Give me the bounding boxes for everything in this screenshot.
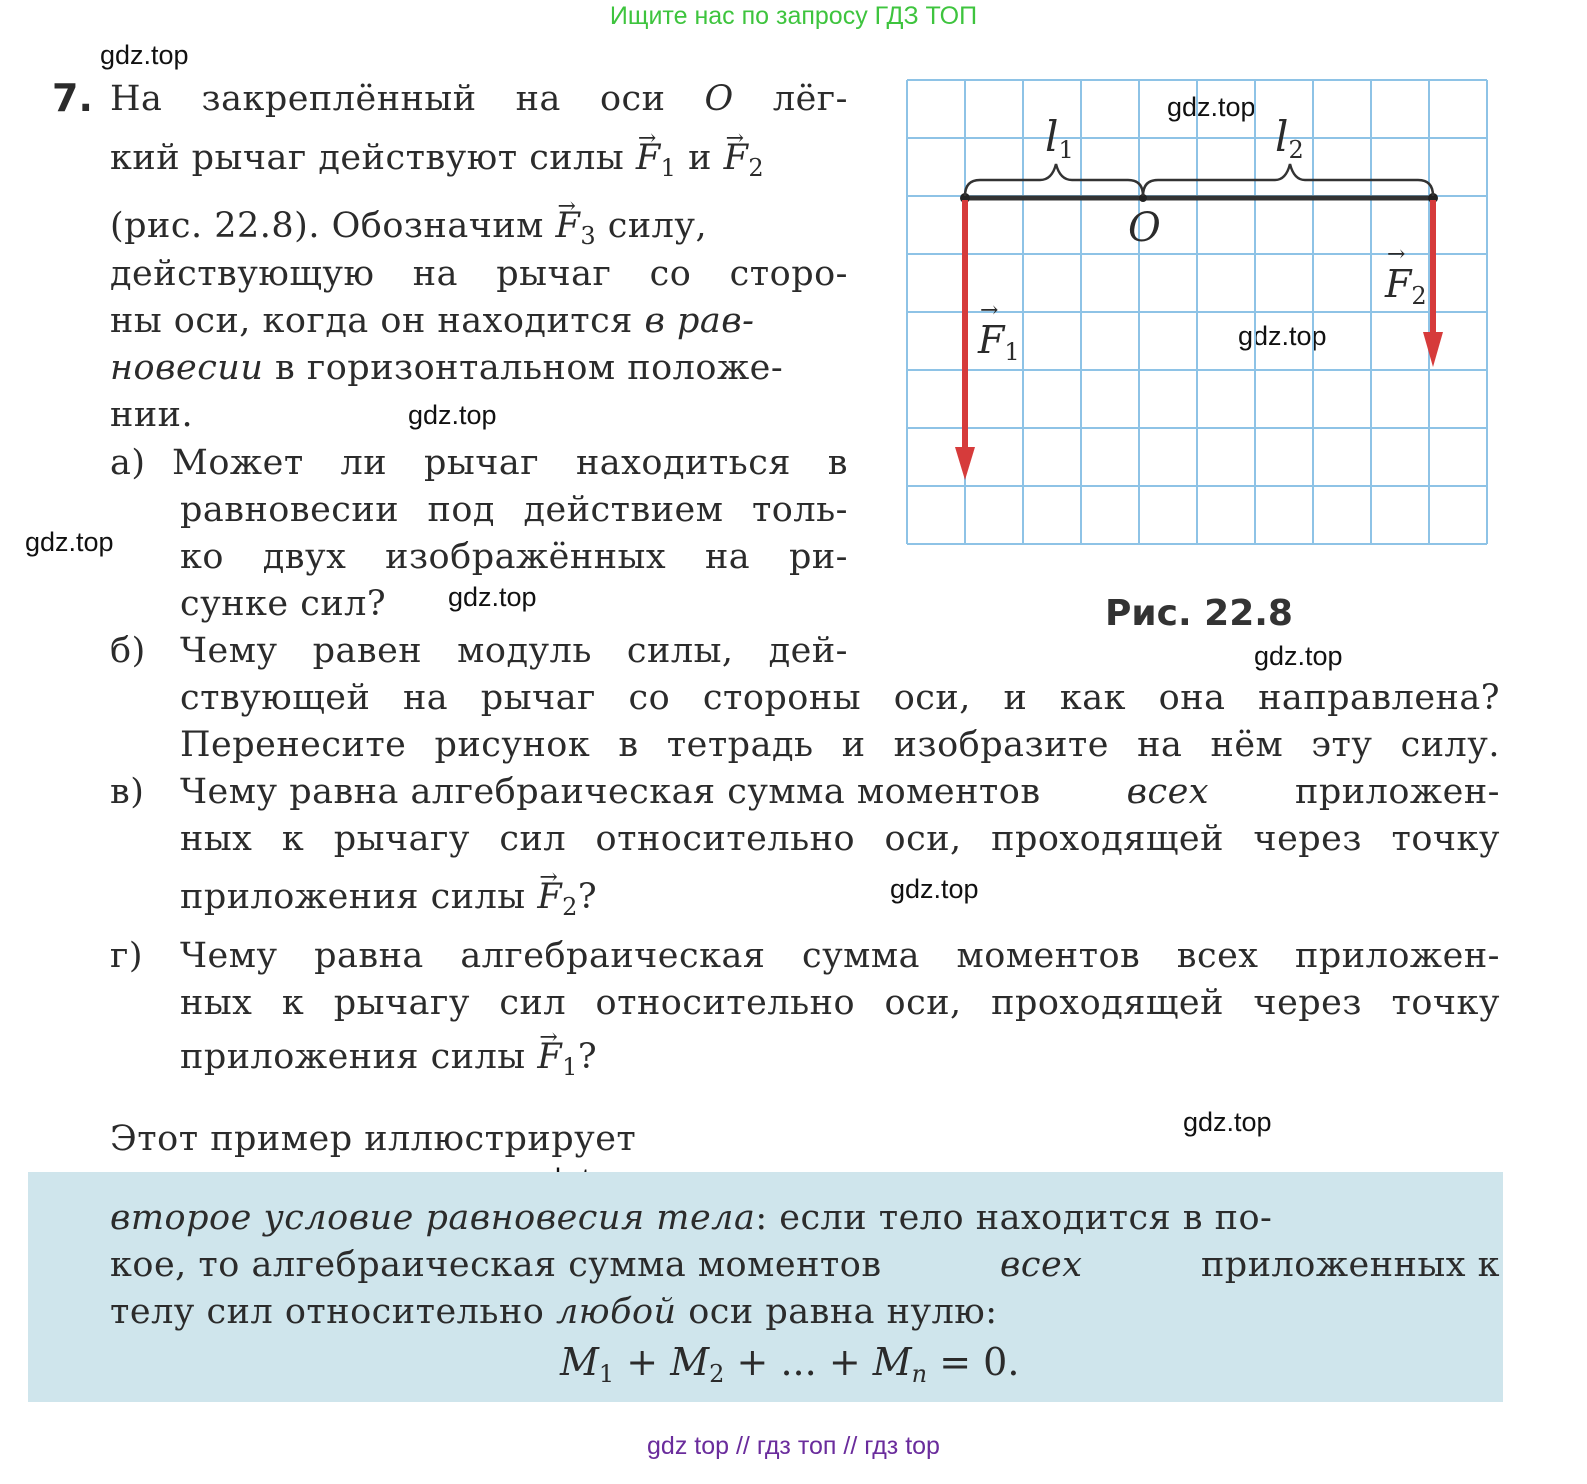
rule-line-3: телу сил относительно любой оси равна нулю:	[110, 1292, 998, 1332]
question-v-line-1: Чему равна алгебраическая сумма моментов всех приложен-	[180, 772, 1500, 812]
intro-line-3: (рис. 22.8). Обозначим → $F_3$ силу,	[110, 203, 848, 260]
question-v-line-3: приложения силы → $F_2$?	[180, 874, 597, 931]
question-a-label: а)	[110, 443, 146, 483]
problem-number: 7.	[52, 76, 93, 120]
intro-line-2: кий рычаг действуют силы → $F_1$ $и \to F_2$	[110, 135, 848, 192]
question-a-line-3: ко двух изображённых на ри-	[180, 537, 848, 577]
watermark: gdz.top	[448, 582, 537, 612]
label-l2: $l_2$	[1275, 112, 1304, 164]
question-g-line-3: приложения силы → $F_1$?	[180, 1034, 597, 1091]
rule-line-1: второе условие равновесия тела: если тело находится в по-	[110, 1198, 1273, 1238]
intro-line-4: действующую на рычаг со сторо-	[110, 254, 848, 294]
intro-line-5: ны оси, когда он находится в рав-	[110, 301, 755, 341]
label-l1: $l_1$	[1045, 112, 1074, 164]
question-g-label: г)	[110, 936, 143, 976]
brace-l2	[1143, 164, 1433, 196]
rule-line-2: кое, то алгебраическая сумма моментов всех приложенных к	[110, 1245, 1500, 1285]
brace-l1	[965, 164, 1143, 196]
intro-line-6: новесии в горизонтальном положе-	[110, 348, 784, 388]
question-b-label: б)	[110, 631, 146, 671]
moment-equation: $M_1 + M_2$ + ... + $M_n = 0$.	[560, 1340, 1020, 1388]
question-a-line-4: сунке сил?	[180, 584, 387, 624]
intro-line-7: нии.	[110, 395, 194, 435]
question-b-line-1: Чему равен модуль силы, дей-	[180, 631, 848, 671]
figure-caption: Рис. 22.8	[1105, 593, 1293, 634]
watermark: gdz.top	[25, 527, 114, 557]
question-g-line-1: Чему равна алгебраическая сумма моментов всех приложен-	[180, 936, 1500, 976]
question-v-label: в)	[110, 772, 145, 812]
watermark: gdz.top	[1167, 92, 1256, 122]
watermark: gdz.top	[1254, 641, 1343, 671]
label-f2: → $F_2$	[1385, 262, 1427, 310]
question-b-line-2: ствующей на рычаг со стороны оси, и как она направлена?	[180, 678, 1500, 718]
watermark: gdz.top	[1183, 1107, 1272, 1137]
intro-line-1: На закреплённый на оси O лёг-	[110, 79, 848, 119]
label-f1: → $F_1$	[978, 318, 1020, 366]
question-v-line-2: ных к рычагу сил относительно оси, проходящей через точку	[180, 819, 1500, 859]
watermark: gdz.top	[1238, 321, 1327, 351]
top-banner: Ищите нас по запросу ГДЗ ТОП	[609, 2, 978, 30]
conclusion-intro: Этот пример иллюстрирует	[110, 1119, 637, 1159]
watermark: gdz.top	[890, 874, 979, 904]
watermark: gdz.top	[100, 40, 189, 70]
force-f1-arrow	[955, 200, 975, 480]
label-o: O	[1128, 205, 1161, 251]
footer: gdz top // гдз топ // гдз top	[647, 1432, 940, 1460]
question-a-line-1: Может ли рычаг находиться в	[172, 443, 848, 483]
watermark: gdz.top	[408, 400, 497, 430]
question-a-line-2: равновесии под действием толь-	[180, 490, 848, 530]
question-b-line-3: Перенесите рисунок в тетрадь и изобразите на нём эту силу.	[180, 725, 1500, 765]
question-g-line-2: ных к рычагу сил относительно оси, проходящей через точку	[180, 983, 1500, 1023]
